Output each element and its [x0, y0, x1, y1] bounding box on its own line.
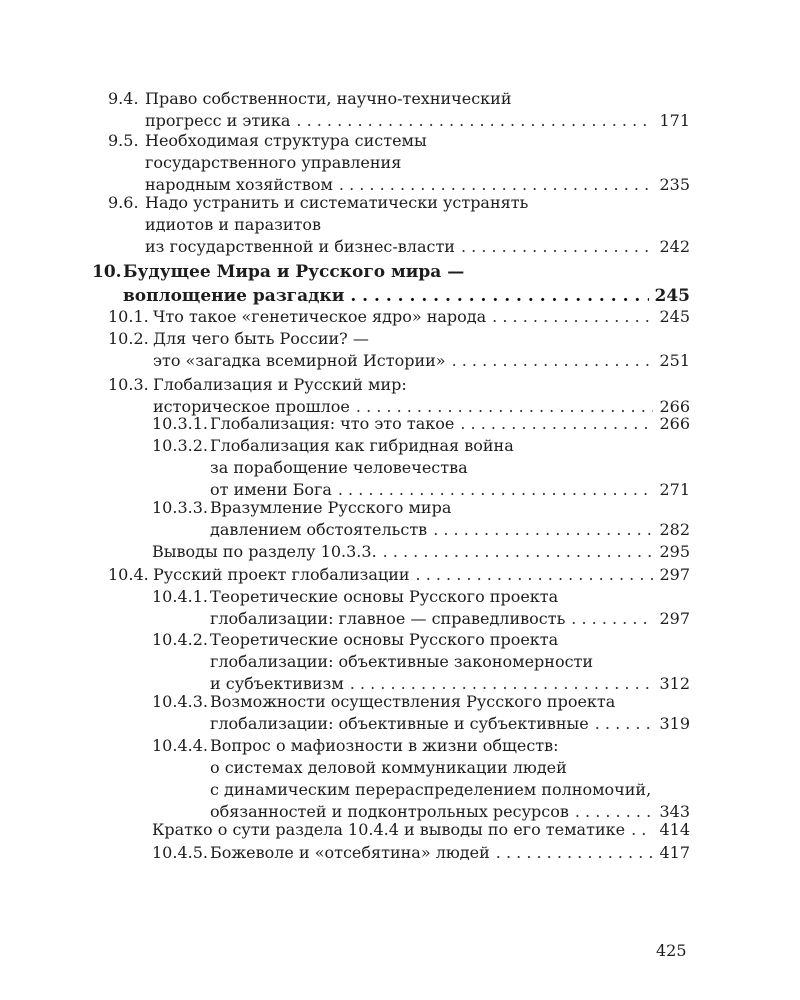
section-number: 10.4. — [108, 565, 149, 584]
toc-entry-summary-10-4-4[interactable] — [0, 819, 800, 841]
page-ref: 266 — [659, 414, 690, 433]
section-title-line: за порабощение человечества — [210, 458, 468, 477]
page-ref: 271 — [659, 480, 690, 499]
section-title-line: народным хозяйством — [145, 175, 333, 194]
toc-entry-9-6[interactable] — [0, 192, 800, 258]
toc-entry-10-3-1[interactable] — [0, 413, 800, 435]
section-title-line: Возможности осуществления Русского проекта — [210, 692, 616, 711]
section-title-line: Русский проект глобализации — [153, 565, 410, 584]
section-number: 10.3.2. — [152, 436, 208, 455]
chapter-title-line: Будущее Мира и Русского мира — — [123, 262, 465, 282]
section-title-line: от имени Бога — [210, 480, 332, 499]
page-ref: 282 — [659, 520, 690, 539]
section-number: 9.6. — [108, 193, 139, 212]
section-title-line: Необходимая структура системы — [145, 131, 427, 150]
page-ref: 245 — [659, 307, 690, 326]
section-title-line: историческое прошлое — [153, 397, 350, 416]
section-number: 10.4.2. — [152, 630, 208, 649]
section-title-line: Кратко о сути раздела 10.4.4 и выводы по его тематике — [152, 820, 626, 839]
section-title-line: обязанностей и подконтрольных ресурсов — [210, 802, 569, 821]
section-number: 10.3.1. — [152, 414, 208, 433]
section-number: 10.4.5. — [152, 843, 208, 862]
section-title-line: Выводы по разделу 10.3.3. — [152, 542, 377, 561]
page-ref: 297 — [659, 609, 690, 628]
section-title-line: Для чего быть России? — — [153, 329, 369, 348]
section-title-line: Вразумление Русского мира — [210, 498, 452, 517]
page-ref: 417 — [659, 843, 690, 862]
page-ref: 242 — [659, 237, 690, 256]
section-title-line: Глобализация и Русский мир: — [153, 375, 407, 394]
page-ref: 266 — [659, 397, 690, 416]
section-title-line: государственного управления — [145, 153, 402, 172]
toc-entry-9-5[interactable] — [0, 130, 800, 196]
section-title-line: это «загадка всемирной Истории» — [153, 351, 446, 370]
toc-entry-10-3-2[interactable] — [0, 435, 800, 501]
toc-entry-10-3-3[interactable] — [0, 497, 800, 541]
toc-entry-10-4[interactable] — [0, 564, 800, 586]
section-number: 9.4. — [108, 89, 139, 108]
chapter-number: 10. — [92, 262, 122, 282]
section-number: 10.2. — [108, 329, 149, 348]
page-ref: 235 — [659, 175, 690, 194]
page-ref: 245 — [654, 286, 690, 306]
section-title-line: идиотов и паразитов — [145, 215, 322, 234]
page-ref: 414 — [659, 820, 690, 839]
section-title-line: глобализации: главное — справедливость — [210, 609, 566, 628]
section-title-line: Надо устранить и систематически устранять — [145, 193, 529, 212]
toc-entry-10-2[interactable] — [0, 328, 800, 372]
toc-entry-10-4-3[interactable] — [0, 691, 800, 735]
toc-chapter-10[interactable] — [0, 260, 800, 308]
section-title-line: с динамическим перераспределением полномочий, — [210, 780, 652, 799]
toc-entry-10-4-5[interactable] — [0, 842, 800, 864]
section-number: 10.4.3. — [152, 692, 208, 711]
section-title-line: Вопрос о мафиозности в жизни обществ: — [210, 736, 559, 755]
section-number: 10.4.4. — [152, 736, 208, 755]
section-number: 10.4.1. — [152, 587, 208, 606]
toc-entry-10-4-1[interactable] — [0, 586, 800, 630]
section-number: 9.5. — [108, 131, 139, 150]
section-title-line: глобализации: объективные и субъективные — [210, 714, 589, 733]
section-title-line: Теоретические основы Русского проекта — [210, 587, 559, 606]
section-title-line: Что такое «генетическое ядро» народа — [153, 307, 487, 326]
section-title-line: Глобализация: что это такое — [210, 414, 455, 433]
section-title-line: Божеволе и «отсебятина» людей — [210, 843, 490, 862]
page-ref: 312 — [659, 674, 690, 693]
toc-entry-10-4-4[interactable] — [0, 735, 800, 823]
page-ref: 343 — [659, 802, 690, 821]
page-ref: 297 — [659, 565, 690, 584]
section-title-line: давлением обстоятельств — [210, 520, 428, 539]
section-number: 10.1. — [108, 307, 149, 326]
page-ref: 295 — [659, 542, 690, 561]
section-title-line: и субъективизм — [210, 674, 344, 693]
section-title-line: из государственной и бизнес-власти — [145, 237, 455, 256]
section-title-line: Право собственности, научно-технический — [145, 89, 512, 108]
section-title-line: о системах деловой коммуникации людей — [210, 758, 567, 777]
page-ref: 171 — [659, 111, 690, 130]
section-number: 10.3. — [108, 375, 149, 394]
section-number: 10.3.3. — [152, 498, 208, 517]
toc-entry-9-4[interactable] — [0, 88, 800, 132]
toc-entry-conclusions-10-3-3[interactable] — [0, 541, 800, 563]
toc-entry-10-3[interactable] — [0, 374, 800, 418]
page-ref: 319 — [659, 714, 690, 733]
section-title-line: прогресс и этика — [145, 111, 291, 130]
section-title-line: Теоретические основы Русского проекта — [210, 630, 559, 649]
section-title-line: Глобализация как гибридная война — [210, 436, 514, 455]
page-ref: 251 — [659, 351, 690, 370]
section-title-line: глобализации: объективные закономерности — [210, 652, 594, 671]
chapter-title-line: воплощение разгадки — [123, 286, 345, 306]
page-number: 425 — [656, 941, 687, 960]
toc-entry-10-1[interactable] — [0, 306, 800, 328]
toc-entry-10-4-2[interactable] — [0, 629, 800, 695]
